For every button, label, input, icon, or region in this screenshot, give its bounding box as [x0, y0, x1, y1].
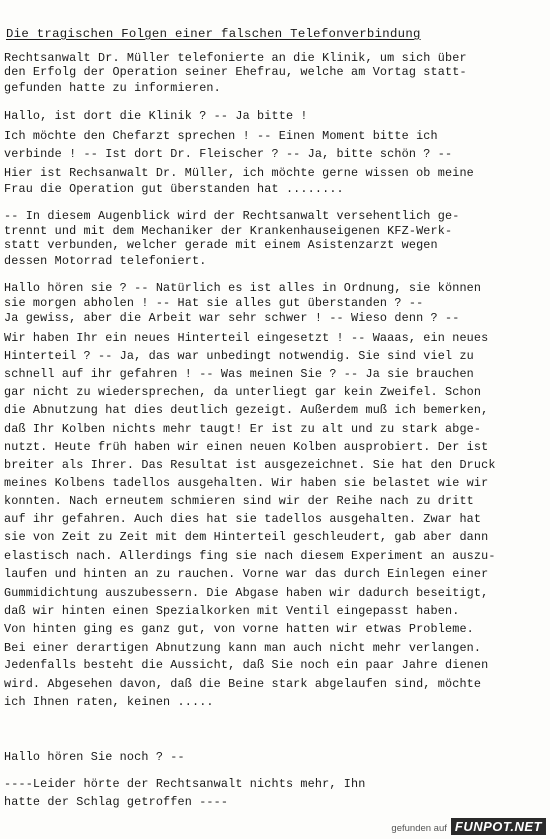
document-line: trennt und mit dem Mechaniker der Krankenhauseigenen KFZ-Werk-	[4, 224, 453, 238]
document-title: Die tragischen Folgen einer falschen Telefonverbindung	[6, 27, 421, 41]
document-line: nutzt. Heute früh haben wir einen neuen Kolben ausprobiert. Der ist	[4, 440, 489, 454]
document-line: wird. Abgesehen davon, daß die Beine stark abgelaufen sind, möchte	[4, 677, 482, 691]
document-line: dessen Motorrad telefoniert.	[4, 254, 207, 268]
document-line: gar nicht zu wiedersprechen, da unterliegt gar kein Zweifel. Schon	[4, 385, 482, 399]
document-line: sie von Zeit zu Zeit mit dem Hinterteil geschleudert, gab aber dann	[4, 530, 489, 544]
document-line: konnten. Nach erneutem schmieren sind wir der Reihe nach zu dritt	[4, 494, 474, 508]
document-line: Gummidichtung auszubessern. Die Abgase haben wir dadurch beseitigt,	[4, 586, 489, 600]
document-line: sie morgen abholen ! -- Hat sie alles gut überstanden ? --	[4, 296, 424, 310]
document-line: Wir haben Ihr ein neues Hinterteil eingesetzt ! -- Waaas, ein neues	[4, 331, 489, 345]
document-line: ----Leider hörte der Rechtsanwalt nichts mehr, Ihn	[4, 777, 366, 791]
document-line: die Abnutzung hat dies deutlich gezeigt. Außerdem muß ich bemerken,	[4, 403, 489, 417]
document-line: elastisch nach. Allerdings fing sie nach diesem Experiment an auszu-	[4, 549, 496, 563]
document-line: schnell auf ihr gefahren ! -- Was meinen Sie ? -- Ja sie brauchen	[4, 367, 474, 381]
document-line: Hier ist Rechsanwalt Dr. Müller, ich möchte gerne wissen ob meine	[4, 166, 474, 180]
document-line: ich Ihnen raten, keinen .....	[4, 695, 214, 709]
document-line: statt verbunden, welcher gerade mit einem Asistenzarzt wegen	[4, 238, 438, 252]
document-line: Frau die Operation gut überstanden hat ........	[4, 182, 344, 196]
document-line: verbinde ! -- Ist dort Dr. Fleischer ? -- Ja, bitte schön ? --	[4, 147, 453, 161]
document-line: daß Ihr Kolben nichts mehr taugt! Er ist zu alt und zu stark abge-	[4, 422, 482, 436]
document-line: Hinterteil ? -- Ja, das war unbedingt notwendig. Sie sind viel zu	[4, 349, 474, 363]
document-line: auf ihr gefahren. Auch dies hat sie tadellos ausgehalten. Zwar hat	[4, 512, 482, 526]
document-line: meines Kolbens tadellos ausgehalten. Wir haben sie belastet wie wir	[4, 476, 489, 490]
document-line: Jedenfalls besteht die Aussicht, daß Sie noch ein paar Jahre dienen	[4, 658, 489, 672]
document-line: hatte der Schlag getroffen ----	[4, 795, 229, 809]
funpot-logo: FUNPOT.NET	[451, 818, 546, 835]
watermark-footer	[391, 818, 546, 835]
document-line: Hallo, ist dort die Klinik ? -- Ja bitte !	[4, 109, 308, 123]
document-line: breiter als Ihrer. Das Resultat ist ausgezeichnet. Sie hat den Druck	[4, 458, 496, 472]
document-line: Hallo hören sie ? -- Natürlich es ist alles in Ordnung, sie können	[4, 281, 482, 295]
document-line: den Erfolg der Operation seiner Ehefrau, welche am Vortag statt-	[4, 65, 467, 79]
document-line: Ja gewiss, aber die Arbeit war sehr schwer ! -- Wieso denn ? --	[4, 311, 460, 325]
document-line: laufen und hinten an zu rauchen. Vorne war das durch Einlegen einer	[4, 567, 489, 581]
document-line: Hallo hören Sie noch ? --	[4, 750, 185, 764]
document-line: Bei einer derartigen Abnutzung kann man auch nicht mehr verlangen.	[4, 641, 482, 655]
footer-caption: gefunden auf	[391, 823, 447, 834]
document-line: gefunden hatte zu informieren.	[4, 81, 221, 95]
document-line: -- In diesem Augenblick wird der Rechtsanwalt versehentlich ge-	[4, 209, 460, 223]
document-line: Rechtsanwalt Dr. Müller telefonierte an die Klinik, um sich über	[4, 51, 467, 65]
document-line: Ich möchte den Chefarzt sprechen ! -- Einen Moment bitte ich	[4, 129, 438, 143]
document-line: daß wir hinten einen Spezialkorken mit Ventil eingepasst haben.	[4, 604, 460, 618]
document-line: Von hinten ging es ganz gut, von vorne hatten wir etwas Probleme.	[4, 622, 474, 636]
